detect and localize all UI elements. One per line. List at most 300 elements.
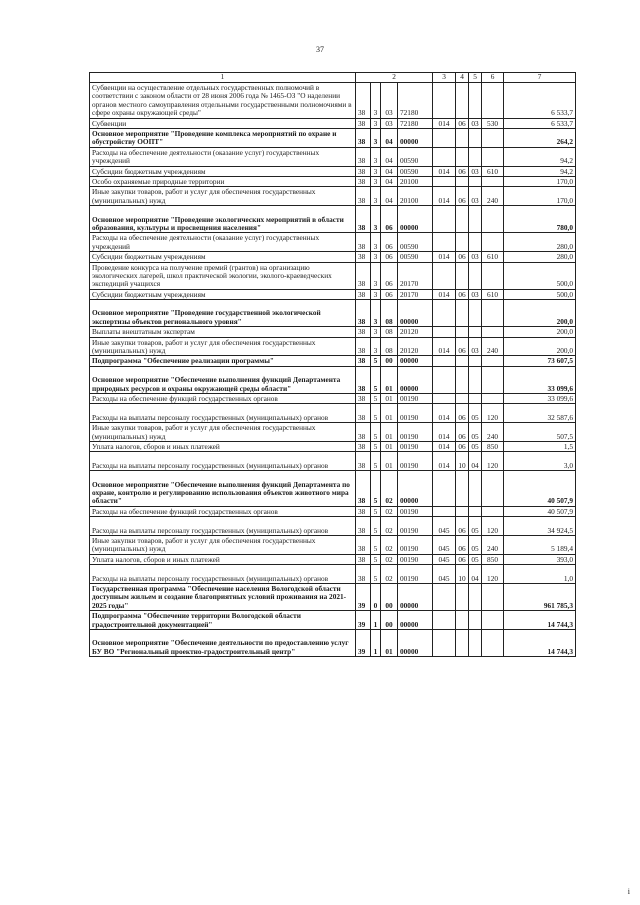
code-cell: 240 [482,337,504,356]
code-part: 5 [371,404,381,423]
code-part: 38 [356,262,371,289]
code-cell: 03 [469,337,482,356]
code-part: 5 [371,366,381,393]
row-name: Иные закупки товаров, работ и услуг для обеспечения государственных (муниципальных) нужд [90,423,356,442]
code-part: 5 [371,356,381,366]
code-part: 38 [356,337,371,356]
row-name: Расходы на обеспечение деятельности (оказание услуг) государственных учреждений [90,147,356,166]
code-part: 06 [381,262,398,289]
code-part: 20100 [398,176,433,186]
table-row [90,366,576,393]
code-cell: 04 [469,565,482,584]
code-cell [469,206,482,233]
table-row [90,187,576,206]
code-part: 00 [381,611,398,630]
amount-cell: 34 924,5 [504,517,576,536]
code-part: 02 [381,471,398,507]
amount-cell: 170,0 [504,187,576,206]
code-part: 3 [371,206,381,233]
code-cell: 610 [482,289,504,299]
code-part: 01 [381,452,398,471]
code-part: 08 [381,300,398,327]
table-row [90,337,576,356]
code-cell [456,471,469,507]
code-part: 3 [371,176,381,186]
table-row [90,252,576,262]
code-part: 38 [356,176,371,186]
table-row [90,356,576,366]
table-row [90,471,576,507]
code-part: 20120 [398,327,433,337]
row-name: Основное мероприятие "Обеспечение деятельности по предоставлению услуг БУ ВО "Региональный проектно-градостроительный центр" [90,629,356,656]
corner-mark: і [627,887,630,896]
code-part: 5 [371,517,381,536]
code-cell [456,327,469,337]
code-cell: 850 [482,554,504,564]
code-part: 38 [356,166,371,176]
code-cell: 10 [456,452,469,471]
amount-cell: 94,2 [504,147,576,166]
code-part: 39 [356,611,371,630]
amount-cell: 14 744,3 [504,629,576,656]
code-cell [456,366,469,393]
code-cell [482,147,504,166]
code-part: 5 [371,423,381,442]
code-cell: 06 [456,252,469,262]
code-part: 3 [371,147,381,166]
row-name: Субсидии бюджетным учреждениям [90,289,356,299]
amount-cell: 32 587,6 [504,404,576,423]
code-part: 01 [381,366,398,393]
code-part: 38 [356,83,371,119]
amount-cell: 170,0 [504,176,576,186]
header-cell: 1 [90,73,356,83]
code-part: 5 [371,554,381,564]
code-cell [433,262,456,289]
code-cell [482,327,504,337]
code-part: 38 [356,517,371,536]
code-part: 06 [381,206,398,233]
code-cell [433,83,456,119]
budget-table [89,72,576,657]
amount-cell: 1,5 [504,442,576,452]
table-row [90,565,576,584]
code-cell [482,83,504,119]
code-cell [433,206,456,233]
amount-cell: 280,0 [504,252,576,262]
code-part: 00000 [398,584,433,611]
table-row [90,176,576,186]
code-cell [482,506,504,516]
code-part: 00000 [398,356,433,366]
code-part: 5 [371,442,381,452]
code-part: 00590 [398,166,433,176]
code-part: 02 [381,565,398,584]
code-cell [469,233,482,252]
code-cell [433,506,456,516]
code-part: 38 [356,404,371,423]
code-part: 06 [381,252,398,262]
amount-cell: 5 189,4 [504,536,576,555]
amount-cell: 507,5 [504,423,576,442]
amount-cell: 33 099,6 [504,394,576,404]
code-cell [482,471,504,507]
code-cell: 120 [482,404,504,423]
code-part: 38 [356,206,371,233]
code-cell [456,629,469,656]
code-cell: 045 [433,517,456,536]
code-cell: 06 [456,166,469,176]
table-row [90,262,576,289]
table-row [90,166,576,176]
code-part: 3 [371,187,381,206]
code-part: 08 [381,327,398,337]
table-row [90,423,576,442]
code-cell [482,128,504,147]
code-part: 00000 [398,366,433,393]
code-part: 01 [381,423,398,442]
code-cell: 06 [456,536,469,555]
amount-cell: 40 507,9 [504,471,576,507]
amount-cell: 280,0 [504,233,576,252]
code-cell: 045 [433,536,456,555]
code-cell: 03 [469,289,482,299]
code-part: 00000 [398,471,433,507]
code-cell [482,176,504,186]
code-cell [456,233,469,252]
code-cell: 06 [456,289,469,299]
code-part: 06 [381,289,398,299]
code-cell: 240 [482,187,504,206]
code-cell [469,128,482,147]
table-row [90,554,576,564]
amount-cell: 6 533,7 [504,118,576,128]
code-part: 38 [356,565,371,584]
code-part: 03 [381,118,398,128]
table-row [90,300,576,327]
code-cell [482,300,504,327]
code-cell [469,506,482,516]
table-row [90,404,576,423]
row-name: Основное мероприятие "Обеспечение выполнения функций Департамента по охране, контролю и регулированию использования объектов животного мира области" [90,471,356,507]
code-cell [482,356,504,366]
code-part: 38 [356,233,371,252]
header-cell: 2 [356,73,433,83]
table-row [90,233,576,252]
row-name: Подпрограмма "Обеспечение реализации программы" [90,356,356,366]
row-name: Расходы на обеспечение функций государственных органов [90,394,356,404]
header-cell: 6 [482,73,504,83]
code-part: 38 [356,554,371,564]
table-row [90,206,576,233]
row-name: Субсидии бюджетным учреждениям [90,166,356,176]
row-name: Субвенции [90,118,356,128]
code-part: 3 [371,118,381,128]
code-part: 0 [371,584,381,611]
code-cell [433,471,456,507]
code-part: 00590 [398,233,433,252]
code-part: 01 [381,404,398,423]
code-cell: 014 [433,289,456,299]
code-part: 72180 [398,83,433,119]
table-row [90,118,576,128]
amount-cell: 94,2 [504,166,576,176]
row-name: Уплата налогов, сборов и иных платежей [90,442,356,452]
row-name: Основное мероприятие "Обеспечение выполнения функций Департамента природных ресурсов и охраны окружающей среды области" [90,366,356,393]
code-part: 5 [371,471,381,507]
code-cell: 014 [433,118,456,128]
code-cell [456,147,469,166]
code-cell [433,629,456,656]
row-name: Особо охраняемые природные территории [90,176,356,186]
code-part: 03 [381,83,398,119]
code-part: 1 [371,611,381,630]
header-cell: 7 [504,73,576,83]
code-cell [433,366,456,393]
table-row [90,83,576,119]
code-cell [433,611,456,630]
code-part: 00000 [398,206,433,233]
amount-cell: 73 607,5 [504,356,576,366]
code-cell [433,176,456,186]
code-cell: 06 [456,554,469,564]
code-part: 00190 [398,394,433,404]
code-part: 3 [371,327,381,337]
row-name: Основное мероприятие "Проведение экологических мероприятий в области образования, культуры и просвещения населения" [90,206,356,233]
code-cell: 014 [433,404,456,423]
code-cell: 03 [469,187,482,206]
amount-cell: 6 533,7 [504,83,576,119]
row-name: Подпрограмма "Обеспечение территории Вологодской области градостроительной документацией" [90,611,356,630]
code-part: 38 [356,187,371,206]
table-row [90,128,576,147]
code-cell: 05 [469,517,482,536]
code-part: 04 [381,176,398,186]
code-cell [456,300,469,327]
header-cell: 4 [456,73,469,83]
code-part: 3 [371,262,381,289]
code-part: 08 [381,337,398,356]
table-row [90,394,576,404]
code-part: 00190 [398,404,433,423]
code-cell [456,584,469,611]
code-part: 00 [381,584,398,611]
code-cell: 240 [482,536,504,555]
amount-cell: 780,0 [504,206,576,233]
code-part: 00190 [398,517,433,536]
code-part: 00190 [398,442,433,452]
code-cell: 06 [456,337,469,356]
table-row [90,611,576,630]
code-cell: 530 [482,118,504,128]
code-cell: 610 [482,252,504,262]
row-name: Основное мероприятие "Проведение комплекса мероприятий по охране и обустройству ООПТ" [90,128,356,147]
amount-cell: 500,0 [504,262,576,289]
code-part: 39 [356,584,371,611]
code-cell [456,394,469,404]
code-cell [433,147,456,166]
code-part: 00190 [398,536,433,555]
code-part: 00000 [398,611,433,630]
row-name: Иные закупки товаров, работ и услуг для обеспечения государственных (муниципальных) нужд [90,536,356,555]
table-row [90,536,576,555]
row-name: Расходы на выплаты персоналу государственных (муниципальных) органов [90,404,356,423]
table-row [90,147,576,166]
code-part: 38 [356,394,371,404]
code-part: 3 [371,337,381,356]
code-part: 20100 [398,187,433,206]
code-part: 3 [371,233,381,252]
code-cell [482,366,504,393]
amount-cell: 200,0 [504,337,576,356]
amount-cell: 200,0 [504,300,576,327]
code-part: 1 [371,629,381,656]
code-cell [456,356,469,366]
row-name: Иные закупки товаров, работ и услуг для обеспечения государственных (муниципальных) нужд [90,187,356,206]
code-cell: 04 [469,452,482,471]
code-cell [469,327,482,337]
code-cell [456,506,469,516]
code-part: 3 [371,252,381,262]
code-part: 04 [381,187,398,206]
amount-cell: 3,0 [504,452,576,471]
code-part: 00000 [398,128,433,147]
code-cell [469,366,482,393]
code-part: 3 [371,300,381,327]
code-cell [482,611,504,630]
code-cell [433,356,456,366]
code-cell: 014 [433,442,456,452]
row-name: Расходы на обеспечение функций государственных органов [90,506,356,516]
code-cell [482,233,504,252]
code-part: 01 [381,629,398,656]
row-name: Субвенции на осуществление отдельных государственных полномочий в соответствии с законом области от 28 июня 2006 года № 1465-ОЗ "О наделении органов местного самоуправления отдельными государственными полномочиями в сфере охраны окружающей среды" [90,83,356,119]
code-part: 38 [356,366,371,393]
code-cell: 06 [456,442,469,452]
code-cell: 03 [469,166,482,176]
code-part: 38 [356,442,371,452]
code-part: 5 [371,452,381,471]
code-cell [456,176,469,186]
code-cell [469,147,482,166]
code-part: 20170 [398,262,433,289]
code-part: 38 [356,289,371,299]
code-cell [482,584,504,611]
code-cell: 045 [433,554,456,564]
code-cell: 014 [433,452,456,471]
code-cell [469,176,482,186]
amount-cell: 500,0 [504,289,576,299]
code-part: 20120 [398,337,433,356]
code-cell [482,394,504,404]
code-cell: 05 [469,423,482,442]
header-row [90,73,576,83]
code-cell: 120 [482,452,504,471]
table-row [90,584,576,611]
code-part: 00190 [398,554,433,564]
table-row [90,442,576,452]
code-cell [433,584,456,611]
code-cell [433,233,456,252]
amount-cell: 961 785,3 [504,584,576,611]
code-part: 3 [371,128,381,147]
code-cell: 06 [456,423,469,442]
code-part: 5 [371,394,381,404]
amount-cell: 14 744,3 [504,611,576,630]
code-cell: 014 [433,252,456,262]
code-cell: 120 [482,565,504,584]
row-name: Расходы на выплаты персоналу государственных (муниципальных) органов [90,517,356,536]
code-part: 02 [381,536,398,555]
amount-cell: 33 099,6 [504,366,576,393]
code-part: 04 [381,147,398,166]
code-part: 72180 [398,118,433,128]
code-cell [456,128,469,147]
row-name: Уплата налогов, сборов и иных платежей [90,554,356,564]
code-part: 02 [381,506,398,516]
code-cell: 05 [469,442,482,452]
code-cell: 120 [482,517,504,536]
code-part: 01 [381,394,398,404]
table-row [90,506,576,516]
table-row [90,289,576,299]
code-cell: 014 [433,423,456,442]
code-part: 06 [381,233,398,252]
code-part: 02 [381,517,398,536]
code-cell: 014 [433,337,456,356]
amount-cell: 200,0 [504,327,576,337]
code-cell: 014 [433,166,456,176]
code-part: 39 [356,629,371,656]
code-part: 00000 [398,629,433,656]
code-part: 38 [356,423,371,442]
code-cell: 05 [469,536,482,555]
code-cell [456,262,469,289]
row-name: Государственная программа "Обеспечение населения Вологодской области доступным жильем и создание благоприятных условий проживания на 2021-2025 годы" [90,584,356,611]
row-name: Субсидии бюджетным учреждениям [90,252,356,262]
code-part: 00190 [398,565,433,584]
code-cell: 850 [482,442,504,452]
code-cell [469,262,482,289]
code-part: 38 [356,452,371,471]
code-part: 02 [381,554,398,564]
code-cell: 03 [469,118,482,128]
code-part: 38 [356,356,371,366]
code-cell [482,629,504,656]
amount-cell: 393,0 [504,554,576,564]
code-part: 00 [381,356,398,366]
code-part: 00000 [398,300,433,327]
code-part: 38 [356,471,371,507]
code-part: 00590 [398,147,433,166]
code-part: 3 [371,289,381,299]
code-part: 5 [371,536,381,555]
row-name: Основное мероприятие "Проведение государственной экологической экспертизы объектов регионального уровня" [90,300,356,327]
code-cell: 03 [469,252,482,262]
code-cell: 240 [482,423,504,442]
code-part: 00190 [398,452,433,471]
code-cell: 610 [482,166,504,176]
table-row [90,452,576,471]
code-part: 01 [381,442,398,452]
amount-cell: 40 507,9 [504,506,576,516]
code-cell: 014 [433,187,456,206]
code-cell [469,394,482,404]
row-name: Расходы на выплаты персоналу государственных (муниципальных) органов [90,452,356,471]
code-cell [433,327,456,337]
code-cell: 06 [456,118,469,128]
code-part: 20170 [398,289,433,299]
